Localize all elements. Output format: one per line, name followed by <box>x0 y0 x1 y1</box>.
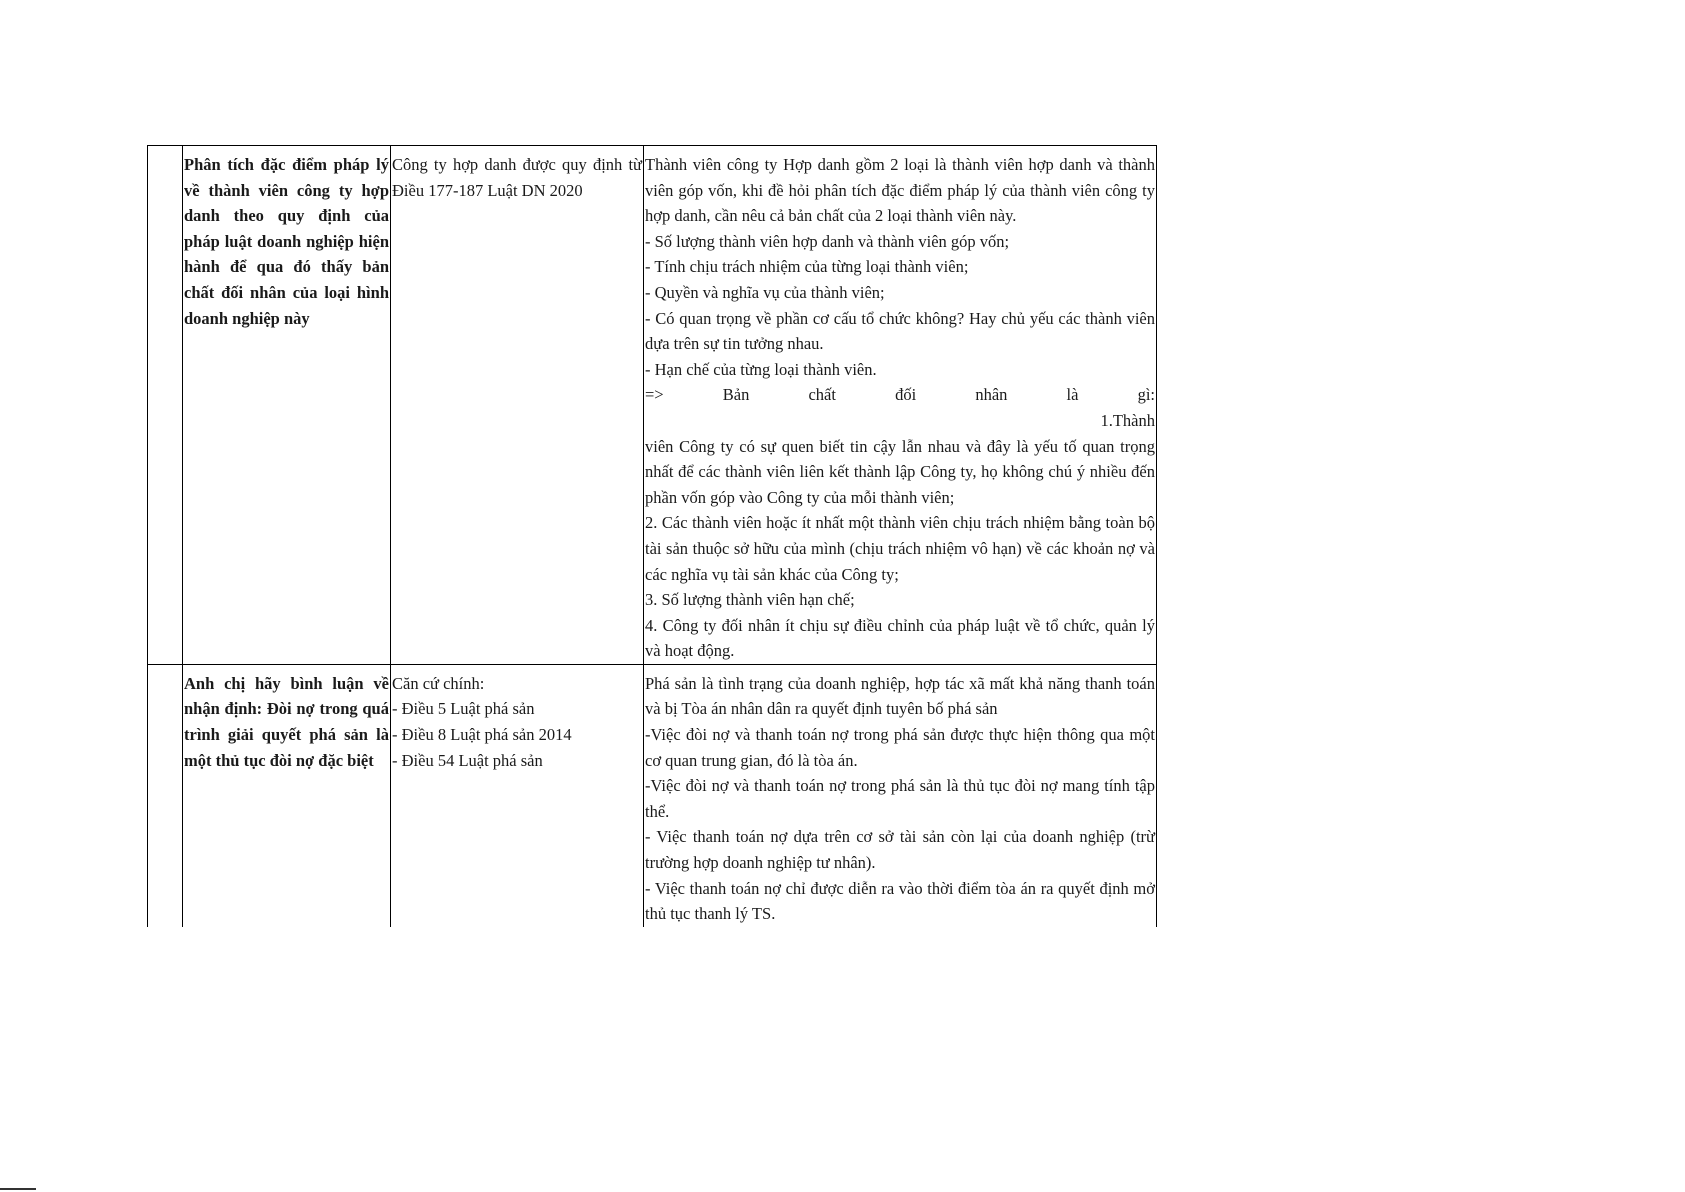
answer-line: - Số lượng thành viên hợp danh và thành viên góp vốn; <box>645 231 1010 251</box>
index-cell <box>148 664 183 926</box>
answer-line: 4. Công ty đối nhân ít chịu sự điều chỉnh của pháp luật về tổ chức, quản lý và hoạt động. <box>645 615 1155 661</box>
answer-line: 3. Số lượng thành viên hạn chế; <box>645 590 855 610</box>
basis-line: Căn cứ chính: <box>392 673 485 693</box>
answer-line: => Bản chất đối nhân là gì: <box>645 385 1155 405</box>
basis-cell <box>391 146 644 665</box>
answer-line: Phá sản là tình trạng của doanh nghiệp, hợp tác xã mất khả năng thanh toán và bị Tòa án nhân dân ra quyết định tuyên bố phá sản <box>645 673 1155 719</box>
basis-line: - Điều 5 Luật phá sản <box>392 699 535 719</box>
table-row <box>148 664 1157 926</box>
answer-line: -Việc đòi nợ và thanh toán nợ trong phá sản là thủ tục đòi nợ mang tính tập thể. <box>645 776 1155 821</box>
basis-line: - Điều 54 Luật phá sản <box>392 750 543 770</box>
answer-line: - Quyền và nghĩa vụ của thành viên; <box>645 282 885 302</box>
answer-line: Thành viên công ty Hợp danh gồm 2 loại là thành viên hợp danh và thành viên góp vốn, khi đề hỏi phân tích đặc điểm pháp lý của thành viên công ty hợp danh, cần nêu cả bản chất của 2 loại thành viên này. <box>645 155 1155 226</box>
answer-cell <box>644 664 1157 926</box>
answer-line: - Việc thanh toán nợ dựa trên cơ sở tài sản còn lại của doanh nghiệp (trừ trường hợp doanh nghiệp tư nhân). <box>645 827 1155 873</box>
basis-line: - Điều 8 Luật phá sản 2014 <box>392 725 572 745</box>
basis-line: Công ty hợp danh được quy định từ Điều 177-187 Luật DN 2020 <box>392 155 642 200</box>
index-cell <box>148 146 183 665</box>
answer-line: 2. Các thành viên hoặc ít nhất một thành viên chịu trách nhiệm bằng toàn bộ tài sản thuộc sở hữu của mình (chịu trách nhiệm vô hạn) về các khoản nợ và các nghĩa vụ tài sản khác của Công ty; <box>645 513 1155 584</box>
page-edge-mark <box>0 1188 36 1190</box>
answer-line: - Tính chịu trách nhiệm của từng loại thành viên; <box>645 257 969 277</box>
answer-line: -Việc đòi nợ và thanh toán nợ trong phá sản được thực hiện thông qua một cơ quan trung gian, đó là tòa án. <box>645 725 1155 770</box>
question-cell: Phân tích đặc điểm pháp lý về thành viên công ty hợp danh theo quy định của pháp luật doanh nghiệp hiện hành để qua đó thấy bản chất đối nhân của loại hình doanh nghiệp này <box>183 146 391 665</box>
question-cell: Anh chị hãy bình luận về nhận định: Đòi nợ trong quá trình giải quyết phá sản là một thủ tục đòi nợ đặc biệt <box>183 664 391 926</box>
document-table <box>147 145 1157 927</box>
answer-line: - Việc thanh toán nợ chỉ được diễn ra vào thời điểm tòa án ra quyết định mở thủ tục thanh lý TS. <box>645 878 1155 924</box>
basis-cell <box>391 664 644 926</box>
answer-line: - Hạn chế của từng loại thành viên. <box>645 359 877 379</box>
answer-cell <box>644 146 1157 665</box>
table-row <box>148 146 1157 665</box>
answer-line: viên Công ty có sự quen biết tin cậy lẫn nhau và đây là yếu tố quan trọng nhất để các thành viên liên kết thành lập Công ty, họ không chú ý nhiều đến phần vốn góp vào Công ty của mỗi thành viên; <box>645 436 1155 507</box>
answer-line: 1.Thành <box>1100 410 1155 430</box>
answer-line: - Có quan trọng về phần cơ cấu tổ chức không? Hay chủ yếu các thành viên dựa trên sự tin tưởng nhau. <box>645 308 1155 354</box>
